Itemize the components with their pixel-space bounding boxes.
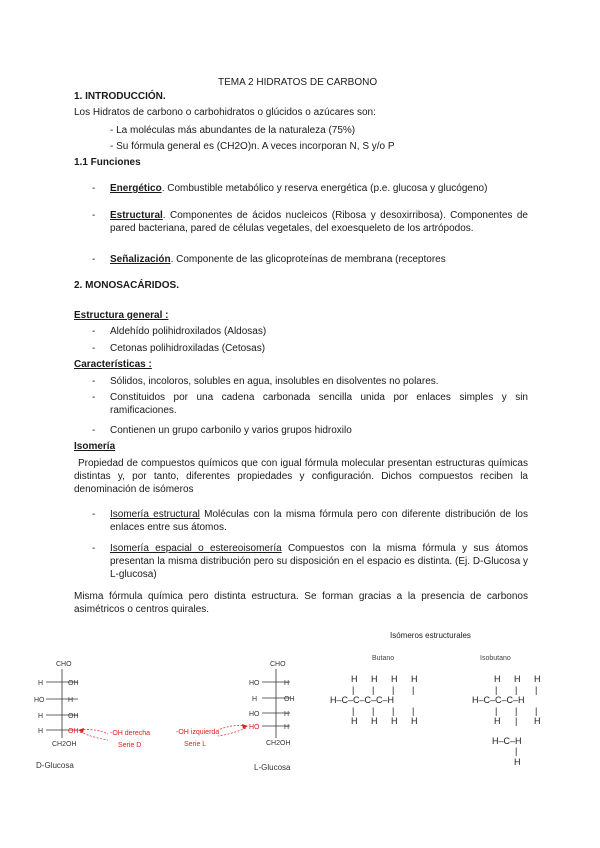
d-glucose-bottom: CH2OH [52,741,77,748]
svg-text:|: | [495,706,498,716]
svg-text:H: H [534,674,541,684]
intro-paragraph: Los Hidratos de carbono o carbohidratos o glúcidos o azúcares son: [74,107,376,118]
caracteristica-item: Sólidos, incoloros, solubles en agua, insolubles en disolventes no polares. [110,376,439,387]
svg-text:|: | [372,706,375,716]
svg-text:H: H [391,674,398,684]
subheading-estructura: Estructura general : [74,310,169,321]
bullet-dash: - [92,376,96,387]
svg-text:H: H [534,716,541,726]
l-glucose-series: Serie L [184,741,207,748]
d-glucose-top: CHO [56,661,72,668]
butano-label: Butano [372,655,395,662]
l-glucose-right: H [284,680,290,687]
d-glucose-left: H [38,680,44,687]
svg-text:|: | [372,685,375,695]
estructura-item: Aldehído polihidroxilados (Aldosas) [110,326,267,337]
svg-text:H–C–C–C–H: H–C–C–C–H [472,695,525,705]
bullet-dash: - [92,425,96,436]
funcion-text: . Componente de las glicoproteínas de membrana (receptores [170,254,446,265]
closing-paragraph: Misma fórmula química pero distinta estructura. Se forman gracias a la presencia de carbonos asimétricos o centros quirales. [74,591,528,615]
funcion-item [110,209,528,235]
d-glucose-left: H [38,713,44,720]
figures-area [0,620,600,780]
d-glucose-right: H [68,697,74,704]
isomeria-text: Compuestos con la misma fórmula y sus átomos presentan la misma distribución pero su disposición en el espacio es distinta. (Ej. D-Glucosa y L-glucosa) [110,543,529,580]
l-glucose-right: OH [284,696,295,703]
subheading-isomeria: Isomería [74,441,116,452]
l-glucose-left: H [252,696,258,703]
isobutano-label: Isobutano [480,655,511,662]
subheading-caracteristicas: Características : [74,359,152,370]
svg-text:H: H [514,757,521,767]
svg-text:|: | [392,685,395,695]
funcion-term: Energético [110,183,162,194]
l-glucose-fischer [176,661,295,772]
bullet-dash: - [92,326,96,337]
svg-text:|: | [352,685,355,695]
bullet-dash: - [92,343,96,354]
intro-item: - Su fórmula general es (CH2O)n. A veces incorporan N, S y/o P [110,141,395,152]
svg-text:H: H [351,674,358,684]
svg-text:H: H [494,674,501,684]
isobutane-structure [472,674,541,767]
l-glucose-row [249,711,290,718]
caracteristica-item: Contienen un grupo carbonilo y varios grupos hidroxilo [110,425,352,436]
svg-text:H: H [351,716,358,726]
isomeria-paragraph: Propiedad de compuestos químicos que con igual fórmula molecular presentan estructuras químicas distintas y, por tanto, diferentes propiedades y configuración. Dichos compuestos reciben la denominación de isómeros [74,458,528,495]
bullet-dash: - [92,509,96,520]
l-glucose-row [252,696,295,703]
d-glucose-row [38,680,79,687]
d-glucose-caption: D-Glucosa [36,761,74,770]
butane-structure [330,674,418,726]
l-glucose-row [249,680,290,687]
isomeria-item [110,542,528,581]
svg-text:|: | [495,685,498,695]
d-glucose-right: OH [68,680,79,687]
d-glucose-left: H [38,728,44,735]
svg-text:|: | [412,685,415,695]
l-glucose-row [249,724,290,731]
svg-text:|: | [515,706,518,716]
svg-text:|: | [352,706,355,716]
l-glucose-right: H [284,711,290,718]
svg-text:H: H [411,674,418,684]
l-glucose-right: H [284,724,290,731]
d-glucose-row [38,713,79,720]
l-glucose-top: CHO [270,661,286,668]
structural-isomers [330,631,541,767]
l-glucose-arrow [218,726,246,737]
funcion-text: . Componentes de ácidos nucleicos (Ribosa y desoxirribosa). Componentes de pared bacteriana, pared de células vegetales, del exoesqueleto de los artrópodos. [110,210,528,234]
l-glucose-bottom: CH2OH [266,740,291,747]
d-glucose-row [34,697,78,704]
l-glucose-caption: L-Glucosa [254,763,291,772]
d-glucose-left: HO [34,697,45,704]
d-glucose-right-highlight: OH [68,728,79,735]
bullet-dash: - [92,210,96,221]
svg-text:|: | [515,716,518,726]
bullet-dash: - [92,543,96,554]
svg-text:H: H [371,716,378,726]
svg-text:|: | [515,746,518,756]
document-title: TEMA 2 HIDRATOS DE CARBONO [218,77,378,88]
funcion-item [110,182,487,195]
isomeria-text: Moléculas con la misma fórmula pero con diferente distribución de los enlaces entre sus átomos. [110,509,528,533]
subheading-funciones: 1.1 Funciones [74,157,141,168]
l-glucose-note: -OH izquierda [176,729,220,736]
funcion-term: Señalización [110,254,171,265]
l-glucose-left: HO [249,680,260,687]
section-heading-monosacaridos: 2. MONOSACÁRIDOS. [74,280,180,291]
isomeria-term: Isomería estructural [110,509,200,520]
svg-text:|: | [392,706,395,716]
d-glucose-fischer [34,661,150,770]
svg-text:|: | [412,706,415,716]
intro-item: - La moléculas más abundantes de la naturaleza (75%) [110,125,356,136]
funcion-term: Estructural [110,210,163,221]
caracteristica-item: Constituidos por una cadena carbonada sencilla unida por enlaces simples y sin ramificaciones. [110,392,528,416]
isomeria-item [110,508,528,534]
funcion-text: . Combustible metabólico y reserva energética (p.e. glucosa y glucógeno) [161,183,488,194]
svg-text:H: H [391,716,398,726]
d-glucose-series: Serie D [118,742,142,749]
bullet-dash: - [92,183,96,194]
bullet-dash: - [92,254,96,265]
svg-text:|: | [515,685,518,695]
d-glucose-note: -OH derecha [110,730,151,737]
d-glucose-row [38,728,79,735]
isomers-title: Isómeros estructurales [390,631,471,640]
d-glucose-right: OH [68,713,79,720]
svg-text:H–C–C–C–C–H: H–C–C–C–C–H [330,695,395,705]
svg-text:|: | [535,706,538,716]
d-glucose-arrow [80,730,108,741]
svg-text:H: H [411,716,418,726]
bullet-dash: - [92,392,96,403]
section-heading-introduccion: 1. INTRODUCCIÓN. [74,91,166,102]
svg-text:H: H [371,674,378,684]
l-glucose-left-highlight: HO [249,724,260,731]
svg-text:H: H [494,716,501,726]
svg-text:|: | [535,685,538,695]
l-glucose-left: HO [249,711,260,718]
estructura-item: Cetonas polihidroxiladas (Cetosas) [110,343,266,354]
funcion-item [110,253,446,266]
svg-text:H–C–H: H–C–H [492,736,522,746]
isomeria-term: Isomería espacial o estereoisomería [110,543,282,554]
svg-text:H: H [514,674,521,684]
